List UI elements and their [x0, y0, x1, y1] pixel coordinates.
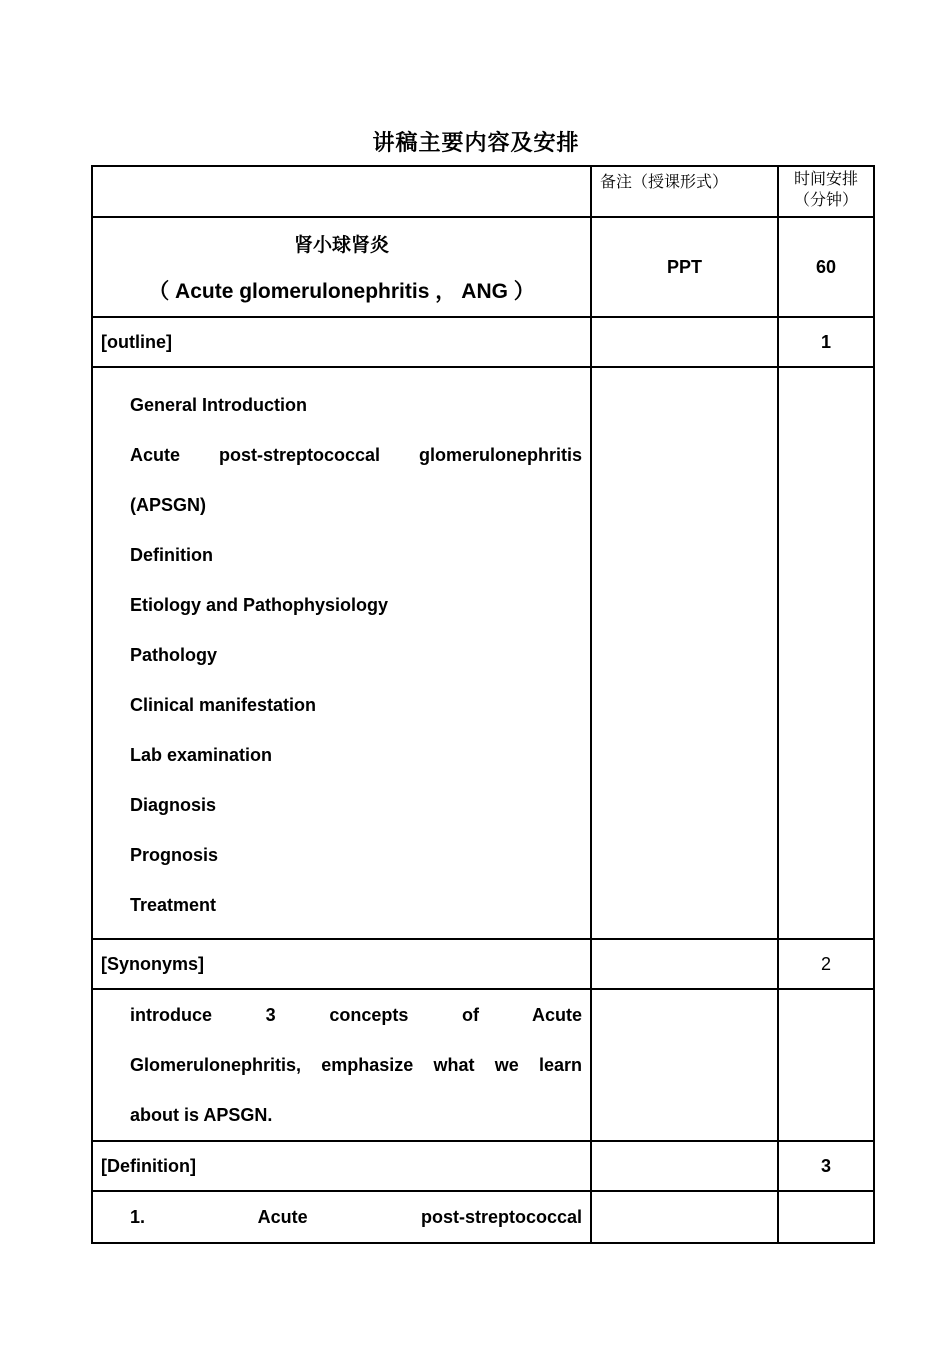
definition-minutes-cell: 3 — [778, 1141, 874, 1191]
topic-row — [92, 217, 874, 317]
outline-item: Pathology — [130, 645, 218, 665]
outline-item: Definition — [130, 545, 213, 565]
synonyms-text-time-cell — [778, 989, 874, 1141]
synonyms-text-line: introduce 3 concepts of Acute — [130, 1005, 582, 1025]
header-time-cell — [778, 166, 874, 217]
header-notes-cell: 备注（授课形式） — [591, 166, 778, 217]
synonyms-row — [92, 939, 874, 989]
table-header-row — [92, 166, 874, 217]
definition-row — [92, 1141, 874, 1191]
outline-item: Clinical manifestation — [130, 695, 317, 715]
outline-item: Prognosis — [130, 845, 219, 865]
definition-item-cell — [92, 1191, 591, 1243]
outline-label: [outline] — [92, 317, 591, 367]
outline-notes-cell — [591, 317, 778, 367]
synonyms-text-line: Glomerulonephritis, emphasize what we learn — [130, 1055, 582, 1075]
definition-notes-cell — [591, 1141, 778, 1191]
outline-list-time-cell — [778, 367, 874, 939]
definition-label: [Definition] — [92, 1141, 591, 1191]
header-time-line1: 时间安排 — [793, 171, 858, 188]
outline-list-cell — [92, 367, 591, 939]
synonyms-minutes-cell: 2 — [778, 939, 874, 989]
synonyms-text-line: about is APSGN. — [130, 1105, 273, 1125]
definition-item-row — [92, 1191, 874, 1243]
outline-item: Acute post-streptococcal glomerulonephritis — [130, 445, 582, 465]
topic-title-en: （ Acute glomerulonephritis ， ANG ） — [148, 279, 535, 303]
synonyms-label: [Synonyms] — [92, 939, 591, 989]
outline-list-notes-cell — [591, 367, 778, 939]
topic-format-cell: PPT — [591, 217, 778, 317]
definition-item-notes-cell — [591, 1191, 778, 1243]
topic-title-cell — [92, 217, 591, 317]
topic-title-cn: 肾小球肾炎 — [293, 234, 389, 256]
synonyms-text-notes-cell — [591, 989, 778, 1141]
outline-item: Diagnosis — [130, 795, 217, 815]
topic-minutes-cell: 60 — [778, 217, 874, 317]
synonyms-text-row — [92, 989, 874, 1141]
outline-item: Lab examination — [130, 745, 273, 765]
outline-item: Etiology and Pathophysiology — [130, 595, 389, 615]
synonyms-text-cell — [92, 989, 591, 1141]
outline-item: Treatment — [130, 895, 217, 915]
synonyms-notes-cell — [591, 939, 778, 989]
outline-minutes-cell: 1 — [778, 317, 874, 367]
outline-row — [92, 317, 874, 367]
header-time-line2: （分钟） — [793, 192, 858, 209]
outline-item: (APSGN) — [130, 495, 206, 515]
definition-item-text: 1. Acute post-streptococcal — [130, 1207, 582, 1227]
header-content-cell — [92, 166, 591, 217]
lecture-schedule-table — [91, 165, 875, 1244]
page-title: 讲稿主要内容及安排 — [372, 130, 580, 155]
outline-item: General Introduction — [130, 395, 308, 415]
outline-list-row — [92, 367, 874, 939]
definition-item-time-cell — [778, 1191, 874, 1243]
